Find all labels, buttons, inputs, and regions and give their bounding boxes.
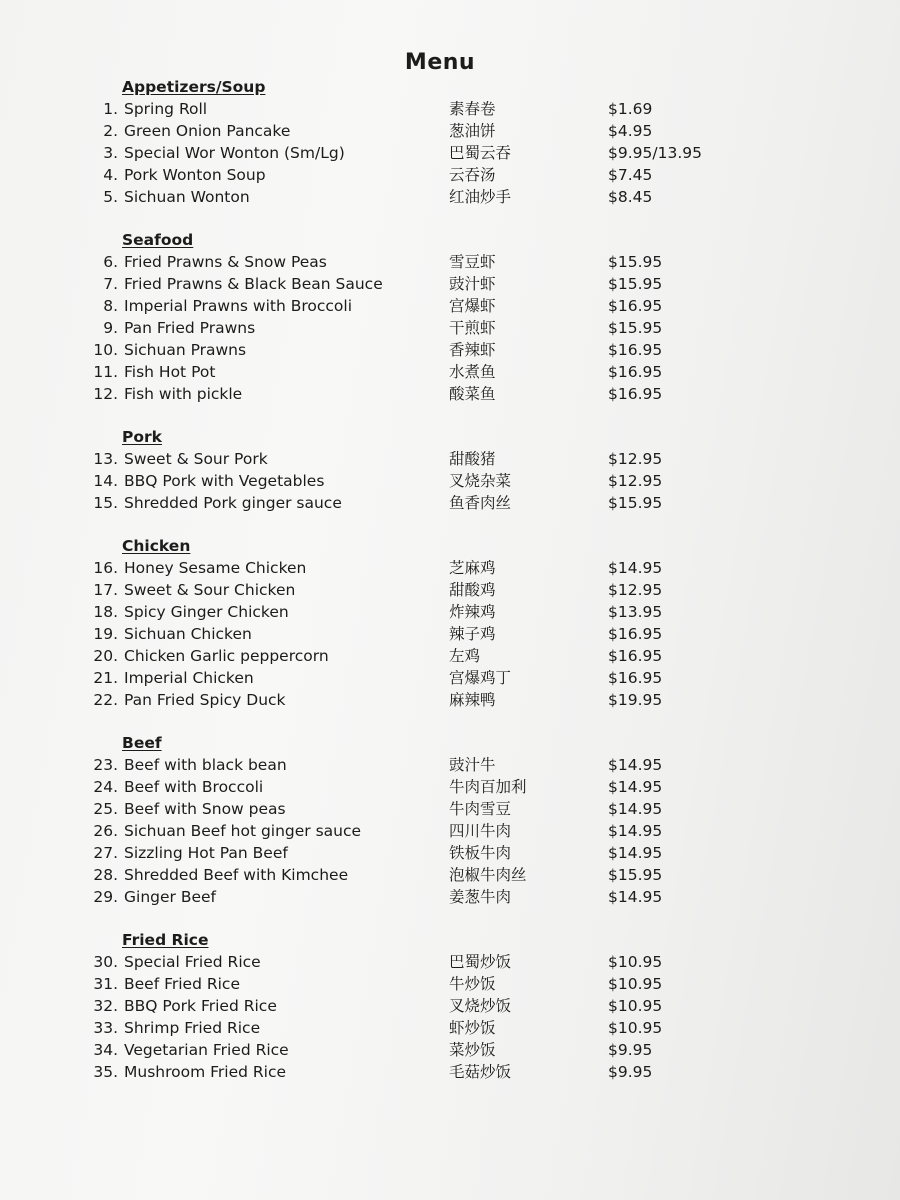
item-price: $14.95 <box>608 844 663 862</box>
menu-item <box>0 492 900 514</box>
item-chinese-name: 鱼香肉丝 <box>449 494 512 512</box>
item-chinese-name: 泡椒牛肉丝 <box>449 866 527 884</box>
menu-item <box>0 1017 900 1039</box>
item-chinese-name: 豉汁虾 <box>449 275 496 293</box>
item-chinese-name: 铁板牛肉 <box>449 844 512 862</box>
menu-item <box>0 142 900 164</box>
item-name: Sichuan Wonton <box>124 188 250 206</box>
item-number: 17. <box>93 581 118 599</box>
item-name: Special Wor Wonton (Sm/Lg) <box>124 144 345 162</box>
menu-item <box>0 273 900 295</box>
item-name: Pan Fried Prawns <box>124 319 256 337</box>
menu-item <box>0 251 900 273</box>
menu-sections <box>0 76 900 1104</box>
item-chinese-name: 辣子鸡 <box>449 625 496 643</box>
item-price: $16.95 <box>608 647 663 665</box>
item-number: 24. <box>93 778 118 796</box>
item-name: Sweet & Sour Chicken <box>124 581 296 599</box>
item-number: 26. <box>93 822 118 840</box>
item-chinese-name: 甜酸鸡 <box>449 581 496 599</box>
item-number: 23. <box>93 756 118 774</box>
menu-section <box>0 929 900 1083</box>
item-name: Pan Fried Spicy Duck <box>124 691 286 709</box>
item-name: Mushroom Fried Rice <box>124 1063 287 1081</box>
item-number: 7. <box>103 275 118 293</box>
section-heading: Appetizers/Soup <box>122 78 266 96</box>
item-name: Shrimp Fried Rice <box>124 1019 261 1037</box>
item-number: 27. <box>93 844 118 862</box>
item-chinese-name: 红油炒手 <box>449 188 512 206</box>
menu-item <box>0 820 900 842</box>
menu-item <box>0 864 900 886</box>
item-name: Green Onion Pancake <box>124 122 291 140</box>
item-chinese-name: 芝麻鸡 <box>449 559 496 577</box>
menu-item <box>0 317 900 339</box>
item-price: $14.95 <box>608 756 663 774</box>
menu-item <box>0 339 900 361</box>
item-number: 18. <box>93 603 118 621</box>
item-price: $15.95 <box>608 494 663 512</box>
item-price: $16.95 <box>608 297 663 315</box>
item-name: Fried Prawns & Snow Peas <box>124 253 327 271</box>
item-price: $1.69 <box>608 100 653 118</box>
menu-section <box>0 229 900 405</box>
item-chinese-name: 虾炒饭 <box>449 1019 496 1037</box>
item-chinese-name: 叉烧杂菜 <box>449 472 512 490</box>
menu-item <box>0 973 900 995</box>
item-number: 28. <box>93 866 118 884</box>
menu-item <box>0 623 900 645</box>
item-chinese-name: 菜炒饭 <box>449 1041 496 1059</box>
item-number: 13. <box>93 450 118 468</box>
menu-section <box>0 732 900 908</box>
item-price: $12.95 <box>608 450 663 468</box>
item-chinese-name: 牛炒饭 <box>449 975 496 993</box>
item-number: 29. <box>93 888 118 906</box>
item-number: 12. <box>93 385 118 403</box>
item-price: $10.95 <box>608 953 663 971</box>
item-name: Shredded Beef with Kimchee <box>124 866 349 884</box>
item-name: Spring Roll <box>124 100 208 118</box>
menu-item <box>0 645 900 667</box>
item-price: $15.95 <box>608 275 663 293</box>
item-price: $15.95 <box>608 253 663 271</box>
menu-item <box>0 842 900 864</box>
item-number: 31. <box>93 975 118 993</box>
menu-section <box>0 426 900 514</box>
item-name: Shredded Pork ginger sauce <box>124 494 342 512</box>
item-number: 15. <box>93 494 118 512</box>
item-name: Fish with pickle <box>124 385 243 403</box>
item-price: $15.95 <box>608 319 663 337</box>
item-chinese-name: 炸辣鸡 <box>449 603 496 621</box>
item-name: Beef with Snow peas <box>124 800 286 818</box>
item-number: 5. <box>103 188 118 206</box>
item-chinese-name: 牛肉雪豆 <box>449 800 512 818</box>
item-number: 8. <box>103 297 118 315</box>
menu-item <box>0 1039 900 1061</box>
menu-item <box>0 361 900 383</box>
item-chinese-name: 雪豆虾 <box>449 253 496 271</box>
item-number: 35. <box>93 1063 118 1081</box>
item-chinese-name: 豉汁牛 <box>449 756 496 774</box>
menu-item <box>0 776 900 798</box>
menu-section <box>0 535 900 711</box>
menu-item <box>0 470 900 492</box>
item-price: $9.95 <box>608 1041 653 1059</box>
menu-item <box>0 186 900 208</box>
item-number: 16. <box>93 559 118 577</box>
item-price: $16.95 <box>608 669 663 687</box>
item-name: Sweet & Sour Pork <box>124 450 268 468</box>
item-name: Special Fried Rice <box>124 953 261 971</box>
menu-section <box>0 76 900 208</box>
section-heading: Fried Rice <box>122 931 209 949</box>
menu-item <box>0 1061 900 1083</box>
menu-item <box>0 951 900 973</box>
item-number: 34. <box>93 1041 118 1059</box>
item-price: $10.95 <box>608 997 663 1015</box>
item-name: Sichuan Beef hot ginger sauce <box>124 822 362 840</box>
item-chinese-name: 葱油饼 <box>449 122 496 140</box>
item-number: 10. <box>93 341 118 359</box>
menu-item <box>0 557 900 579</box>
item-price: $19.95 <box>608 691 663 709</box>
item-number: 32. <box>93 997 118 1015</box>
item-price: $10.95 <box>608 975 663 993</box>
item-name: Imperial Chicken <box>124 669 254 687</box>
item-name: Honey Sesame Chicken <box>124 559 307 577</box>
item-price: $16.95 <box>608 625 663 643</box>
item-number: 4. <box>103 166 118 184</box>
item-price: $12.95 <box>608 581 663 599</box>
item-chinese-name: 叉烧炒饭 <box>449 997 512 1015</box>
menu-item <box>0 886 900 908</box>
item-name: Pork Wonton Soup <box>124 166 266 184</box>
item-chinese-name: 宫爆鸡丁 <box>449 669 512 687</box>
item-number: 2. <box>103 122 118 140</box>
item-price: $14.95 <box>608 559 663 577</box>
item-number: 11. <box>93 363 118 381</box>
item-price: $16.95 <box>608 363 663 381</box>
menu-item <box>0 754 900 776</box>
item-chinese-name: 左鸡 <box>449 647 481 665</box>
item-price: $12.95 <box>608 472 663 490</box>
item-number: 14. <box>93 472 118 490</box>
item-name: Chicken Garlic peppercorn <box>124 647 329 665</box>
menu-item <box>0 98 900 120</box>
menu-item <box>0 798 900 820</box>
item-name: Imperial Prawns with Broccoli <box>124 297 353 315</box>
item-name: Fish Hot Pot <box>124 363 216 381</box>
item-chinese-name: 四川牛肉 <box>449 822 512 840</box>
menu-item <box>0 448 900 470</box>
item-number: 6. <box>103 253 118 271</box>
item-price: $14.95 <box>608 778 663 796</box>
item-chinese-name: 云吞汤 <box>449 166 496 184</box>
item-chinese-name: 巴蜀炒饭 <box>449 953 512 971</box>
item-price: $8.45 <box>608 188 653 206</box>
item-number: 3. <box>103 144 118 162</box>
menu-item <box>0 383 900 405</box>
item-price: $16.95 <box>608 341 663 359</box>
item-chinese-name: 水煮鱼 <box>449 363 496 381</box>
item-number: 19. <box>93 625 118 643</box>
menu-item <box>0 689 900 711</box>
menu-item <box>0 667 900 689</box>
item-name: Fried Prawns & Black Bean Sauce <box>124 275 383 293</box>
item-name: Sichuan Prawns <box>124 341 247 359</box>
section-heading: Pork <box>122 428 162 446</box>
item-price: $10.95 <box>608 1019 663 1037</box>
item-number: 22. <box>93 691 118 709</box>
menu-item <box>0 579 900 601</box>
item-name: Sichuan Chicken <box>124 625 252 643</box>
item-chinese-name: 干煎虾 <box>449 319 496 337</box>
menu-item <box>0 601 900 623</box>
section-heading: Seafood <box>122 231 194 249</box>
section-heading: Chicken <box>122 537 191 555</box>
item-name: Beef Fried Rice <box>124 975 240 993</box>
menu-item <box>0 120 900 142</box>
item-name: Vegetarian Fried Rice <box>124 1041 289 1059</box>
item-price: $15.95 <box>608 866 663 884</box>
item-price: $16.95 <box>608 385 663 403</box>
item-name: Ginger Beef <box>124 888 216 906</box>
item-chinese-name: 宫爆虾 <box>449 297 496 315</box>
item-name: Beef with black bean <box>124 756 287 774</box>
section-heading: Beef <box>122 734 162 752</box>
item-price: $14.95 <box>608 800 663 818</box>
item-chinese-name: 巴蜀云吞 <box>449 144 512 162</box>
item-number: 9. <box>103 319 118 337</box>
item-name: Beef with Broccoli <box>124 778 264 796</box>
item-number: 25. <box>93 800 118 818</box>
item-chinese-name: 牛肉百加利 <box>449 778 527 796</box>
item-name: BBQ Pork Fried Rice <box>124 997 277 1015</box>
item-price: $9.95/13.95 <box>608 144 702 162</box>
menu-title: Menu <box>404 50 476 75</box>
menu-item <box>0 995 900 1017</box>
item-chinese-name: 毛菇炒饭 <box>449 1063 512 1081</box>
item-price: $4.95 <box>608 122 653 140</box>
item-chinese-name: 酸菜鱼 <box>449 385 496 403</box>
item-number: 33. <box>93 1019 118 1037</box>
item-number: 1. <box>103 100 118 118</box>
item-name: Sizzling Hot Pan Beef <box>124 844 288 862</box>
menu-item <box>0 164 900 186</box>
item-number: 21. <box>93 669 118 687</box>
item-chinese-name: 麻辣鸭 <box>449 691 496 709</box>
item-price: $13.95 <box>608 603 663 621</box>
item-chinese-name: 甜酸猪 <box>449 450 496 468</box>
menu-item <box>0 295 900 317</box>
item-price: $9.95 <box>608 1063 653 1081</box>
item-price: $14.95 <box>608 822 663 840</box>
item-price: $14.95 <box>608 888 663 906</box>
item-number: 20. <box>93 647 118 665</box>
item-chinese-name: 香辣虾 <box>449 341 496 359</box>
item-chinese-name: 姜葱牛肉 <box>449 888 512 906</box>
item-name: BBQ Pork with Vegetables <box>124 472 325 490</box>
item-chinese-name: 素春卷 <box>449 100 496 118</box>
item-name: Spicy Ginger Chicken <box>124 603 289 621</box>
item-price: $7.45 <box>608 166 653 184</box>
item-number: 30. <box>93 953 118 971</box>
